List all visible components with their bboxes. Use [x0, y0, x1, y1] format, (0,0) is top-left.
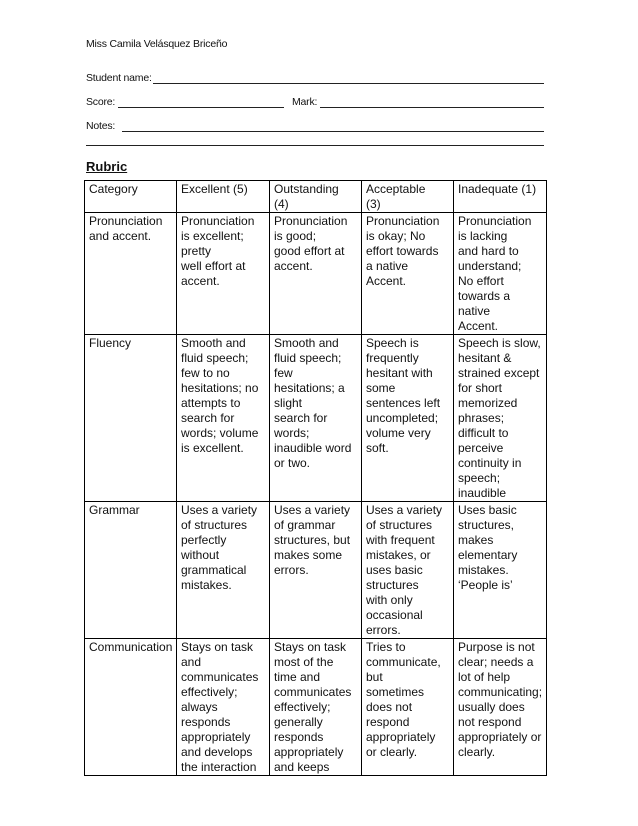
score-field[interactable] [118, 107, 284, 108]
score-mark-row [86, 96, 544, 110]
criteria-cell: Pronunciation is lacking and hard to understand; No effort towards a native Accent. [454, 213, 547, 335]
table-header-row [85, 181, 547, 213]
category-cell: Fluency [85, 335, 177, 502]
criteria-cell: Uses a variety of structures with frequent mistakes, or uses basic structures with only occasional errors. [362, 502, 454, 639]
category-cell: Communication [85, 639, 177, 776]
notes-second-line[interactable] [86, 145, 544, 146]
mark-label: Mark: [292, 96, 318, 108]
column-header: Category [85, 181, 177, 213]
criteria-cell: Tries to communicate, but sometimes does not respond appropriately or clearly. [362, 639, 454, 776]
teacher-name: Miss Camila Velásquez Briceño [86, 38, 228, 50]
table-row [85, 639, 547, 776]
criteria-cell: Uses basic structures, makes elementary mistakes. ‘People is’ [454, 502, 547, 639]
criteria-cell: Pronunciation is excellent; pretty well effort at accent. [177, 213, 270, 335]
table-row [85, 335, 547, 502]
criteria-cell: Speech is slow, hesitant & strained except for short memorized phrases; difficult to perceive continuity in speech; inaudible [454, 335, 547, 502]
criteria-cell: Smooth and fluid speech; few hesitations; a slight search for words; inaudible word or two. [270, 335, 362, 502]
criteria-cell: Uses a variety of structures perfectly without grammatical mistakes. [177, 502, 270, 639]
rubric-table [84, 180, 547, 776]
table-row [85, 213, 547, 335]
criteria-cell: Pronunciation is good; good effort at accent. [270, 213, 362, 335]
score-label: Score: [86, 96, 116, 108]
notes-field[interactable] [86, 120, 544, 134]
student-name-field[interactable] [86, 72, 544, 86]
notes-label: Notes: [86, 120, 116, 132]
category-cell: Pronunciation and accent. [85, 213, 177, 335]
column-header: Excellent (5) [177, 181, 270, 213]
table-row [85, 502, 547, 639]
column-header: Acceptable (3) [362, 181, 454, 213]
criteria-cell: Uses a variety of grammar structures, but makes some errors. [270, 502, 362, 639]
rubric-title: Rubric [86, 159, 128, 174]
column-header: Outstanding (4) [270, 181, 362, 213]
mark-field[interactable] [320, 107, 544, 108]
student-name-label: Student name: [86, 72, 152, 84]
criteria-cell: Stays on task and communicates effectively; always responds appropriately and develops the interaction [177, 639, 270, 776]
criteria-cell: Pronunciation is okay; No effort towards a native Accent. [362, 213, 454, 335]
criteria-cell: Smooth and fluid speech; few to no hesitations; no attempts to search for words; volume is excellent. [177, 335, 270, 502]
criteria-cell: Purpose is not clear; needs a lot of help communicating; usually does not respond appropriately or clearly. [454, 639, 547, 776]
category-cell: Grammar [85, 502, 177, 639]
criteria-cell: Speech is frequently hesitant with some sentences left uncompleted; volume very soft. [362, 335, 454, 502]
criteria-cell: Stays on task most of the time and communicates effectively; generally responds appropriately and keeps [270, 639, 362, 776]
column-header: Inadequate (1) [454, 181, 547, 213]
